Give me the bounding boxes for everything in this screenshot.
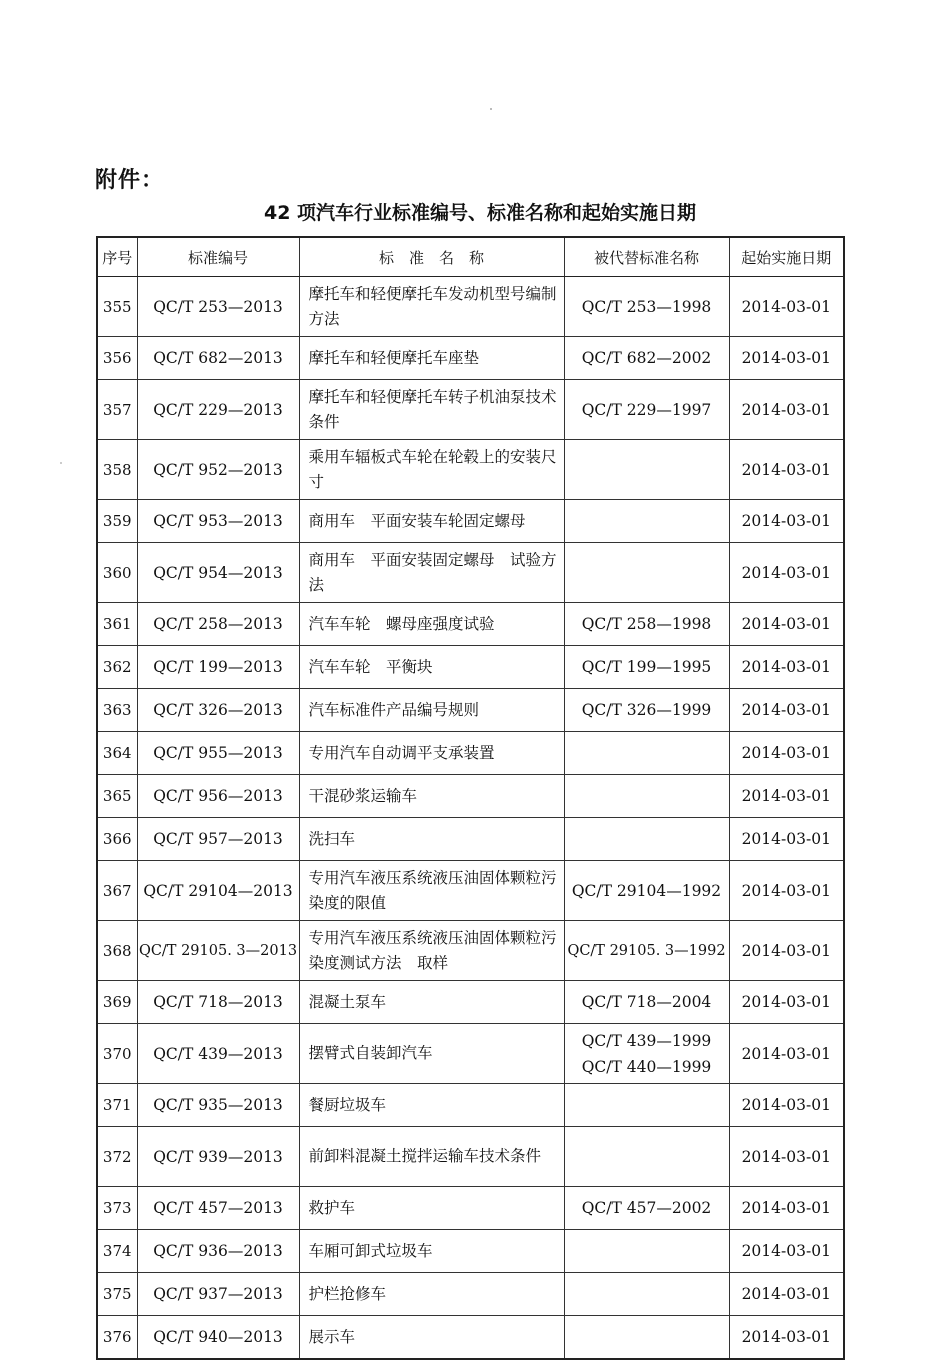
table-row <box>97 500 844 543</box>
table-row <box>97 981 844 1024</box>
cell-name: 专用汽车自动调平支承装置 <box>299 732 564 775</box>
cell-seq: 375 <box>97 1273 137 1316</box>
cell-code: QC/T 939—2013 <box>137 1127 299 1187</box>
cell-name: 乘用车辐板式车轮在轮毂上的安装尺寸 <box>299 440 564 500</box>
cell-code: QC/T 29105. 3—2013 <box>137 921 299 981</box>
header-date: 起始实施日期 <box>729 237 844 277</box>
cell-replaced <box>564 775 729 818</box>
cell-replaced <box>564 543 729 603</box>
cell-replaced: QC/T 258—1998 <box>564 603 729 646</box>
attachment-heading: 附件： <box>95 168 165 193</box>
cell-date: 2014-03-01 <box>729 277 844 337</box>
cell-replaced <box>564 1316 729 1360</box>
cell-seq: 360 <box>97 543 137 603</box>
cell-seq: 359 <box>97 500 137 543</box>
cell-name: 汽车车轮 平衡块 <box>299 646 564 689</box>
document-title: 42 项汽车行业标准编号、标准名称和起始实施日期 <box>263 202 697 224</box>
cell-seq: 371 <box>97 1084 137 1127</box>
cell-seq: 376 <box>97 1316 137 1360</box>
table-row <box>97 861 844 921</box>
cell-code: QC/T 936—2013 <box>137 1230 299 1273</box>
cell-replaced <box>564 1084 729 1127</box>
cell-name: 干混砂浆运输车 <box>299 775 564 818</box>
cell-code: QC/T 29104—2013 <box>137 861 299 921</box>
cell-date: 2014-03-01 <box>729 981 844 1024</box>
cell-code: QC/T 326—2013 <box>137 689 299 732</box>
cell-replaced <box>564 1273 729 1316</box>
header-seq: 序号 <box>97 237 137 277</box>
table-header-row <box>97 237 844 277</box>
cell-seq: 369 <box>97 981 137 1024</box>
cell-replaced <box>564 1127 729 1187</box>
cell-name: 汽车车轮 螺母座强度试验 <box>299 603 564 646</box>
cell-date: 2014-03-01 <box>729 1316 844 1360</box>
cell-name: 餐厨垃圾车 <box>299 1084 564 1127</box>
cell-date: 2014-03-01 <box>729 1273 844 1316</box>
table-row <box>97 732 844 775</box>
cell-name: 摩托车和轻便摩托车发动机型号编制方法 <box>299 277 564 337</box>
cell-code: QC/T 199—2013 <box>137 646 299 689</box>
cell-code: QC/T 940—2013 <box>137 1316 299 1360</box>
cell-name: 摩托车和轻便摩托车转子机油泵技术条件 <box>299 380 564 440</box>
cell-code: QC/T 682—2013 <box>137 337 299 380</box>
cell-name: 专用汽车液压系统液压油固体颗粒污染度测试方法 取样 <box>299 921 564 981</box>
cell-replaced: QC/T 439—1999 QC/T 440—1999 <box>564 1024 729 1084</box>
cell-seq: 364 <box>97 732 137 775</box>
cell-date: 2014-03-01 <box>729 1187 844 1230</box>
table-row <box>97 1273 844 1316</box>
cell-replaced <box>564 732 729 775</box>
cell-seq: 374 <box>97 1230 137 1273</box>
cell-seq: 366 <box>97 818 137 861</box>
cell-date: 2014-03-01 <box>729 775 844 818</box>
cell-date: 2014-03-01 <box>729 732 844 775</box>
cell-seq: 362 <box>97 646 137 689</box>
cell-code: QC/T 457—2013 <box>137 1187 299 1230</box>
cell-seq: 361 <box>97 603 137 646</box>
cell-name: 救护车 <box>299 1187 564 1230</box>
table-row <box>97 337 844 380</box>
scan-speck <box>490 108 492 110</box>
table-row <box>97 689 844 732</box>
table-row <box>97 380 844 440</box>
cell-code: QC/T 935—2013 <box>137 1084 299 1127</box>
cell-replaced: QC/T 199—1995 <box>564 646 729 689</box>
table-row <box>97 1230 844 1273</box>
cell-replaced: QC/T 29104—1992 <box>564 861 729 921</box>
table-row <box>97 646 844 689</box>
cell-code: QC/T 957—2013 <box>137 818 299 861</box>
cell-replaced <box>564 818 729 861</box>
cell-date: 2014-03-01 <box>729 500 844 543</box>
cell-replaced: QC/T 718—2004 <box>564 981 729 1024</box>
cell-name: 汽车标准件产品编号规则 <box>299 689 564 732</box>
cell-date: 2014-03-01 <box>729 818 844 861</box>
cell-replaced: QC/T 457—2002 <box>564 1187 729 1230</box>
cell-date: 2014-03-01 <box>729 921 844 981</box>
table-row <box>97 1024 844 1084</box>
cell-seq: 355 <box>97 277 137 337</box>
cell-code: QC/T 258—2013 <box>137 603 299 646</box>
cell-name: 商用车 平面安装固定螺母 试验方法 <box>299 543 564 603</box>
cell-seq: 358 <box>97 440 137 500</box>
cell-seq: 370 <box>97 1024 137 1084</box>
cell-replaced: QC/T 326—1999 <box>564 689 729 732</box>
cell-code: QC/T 952—2013 <box>137 440 299 500</box>
cell-code: QC/T 439—2013 <box>137 1024 299 1084</box>
table-row <box>97 818 844 861</box>
cell-date: 2014-03-01 <box>729 1024 844 1084</box>
scan-speck <box>60 462 62 464</box>
cell-name: 商用车 平面安装车轮固定螺母 <box>299 500 564 543</box>
cell-date: 2014-03-01 <box>729 861 844 921</box>
cell-code: QC/T 955—2013 <box>137 732 299 775</box>
cell-seq: 368 <box>97 921 137 981</box>
cell-replaced <box>564 500 729 543</box>
cell-date: 2014-03-01 <box>729 337 844 380</box>
cell-code: QC/T 253—2013 <box>137 277 299 337</box>
cell-date: 2014-03-01 <box>729 1084 844 1127</box>
cell-seq: 367 <box>97 861 137 921</box>
cell-replaced: QC/T 29105. 3—1992 <box>564 921 729 981</box>
cell-name: 洗扫车 <box>299 818 564 861</box>
table-row <box>97 1187 844 1230</box>
cell-code: QC/T 937—2013 <box>137 1273 299 1316</box>
table-row <box>97 921 844 981</box>
cell-seq: 356 <box>97 337 137 380</box>
header-name: 标 准 名 称 <box>299 237 564 277</box>
cell-name: 护栏抢修车 <box>299 1273 564 1316</box>
cell-date: 2014-03-01 <box>729 1127 844 1187</box>
cell-replaced: QC/T 682—2002 <box>564 337 729 380</box>
cell-code: QC/T 954—2013 <box>137 543 299 603</box>
cell-seq: 372 <box>97 1127 137 1187</box>
table-row <box>97 603 844 646</box>
header-replaced: 被代替标准名称 <box>564 237 729 277</box>
cell-seq: 363 <box>97 689 137 732</box>
cell-name: 混凝土泵车 <box>299 981 564 1024</box>
cell-replaced: QC/T 253—1998 <box>564 277 729 337</box>
standards-table <box>96 236 845 1360</box>
table-row <box>97 1127 844 1187</box>
cell-seq: 373 <box>97 1187 137 1230</box>
cell-date: 2014-03-01 <box>729 543 844 603</box>
table-row <box>97 775 844 818</box>
cell-code: QC/T 953—2013 <box>137 500 299 543</box>
cell-name: 前卸料混凝土搅拌运输车技术条件 <box>299 1127 564 1187</box>
cell-code: QC/T 718—2013 <box>137 981 299 1024</box>
cell-seq: 357 <box>97 380 137 440</box>
cell-name: 专用汽车液压系统液压油固体颗粒污染度的限值 <box>299 861 564 921</box>
table-row <box>97 440 844 500</box>
cell-date: 2014-03-01 <box>729 646 844 689</box>
cell-name: 摆臂式自装卸汽车 <box>299 1024 564 1084</box>
cell-replaced <box>564 440 729 500</box>
cell-name: 摩托车和轻便摩托车座垫 <box>299 337 564 380</box>
cell-name: 车厢可卸式垃圾车 <box>299 1230 564 1273</box>
cell-date: 2014-03-01 <box>729 603 844 646</box>
cell-replaced <box>564 1230 729 1273</box>
cell-date: 2014-03-01 <box>729 689 844 732</box>
cell-date: 2014-03-01 <box>729 1230 844 1273</box>
table-row <box>97 543 844 603</box>
cell-code: QC/T 956—2013 <box>137 775 299 818</box>
cell-date: 2014-03-01 <box>729 440 844 500</box>
cell-replaced: QC/T 229—1997 <box>564 380 729 440</box>
cell-name: 展示车 <box>299 1316 564 1360</box>
table-row <box>97 277 844 337</box>
table-row <box>97 1084 844 1127</box>
cell-code: QC/T 229—2013 <box>137 380 299 440</box>
header-code: 标准编号 <box>137 237 299 277</box>
cell-seq: 365 <box>97 775 137 818</box>
table-row <box>97 1316 844 1360</box>
cell-date: 2014-03-01 <box>729 380 844 440</box>
